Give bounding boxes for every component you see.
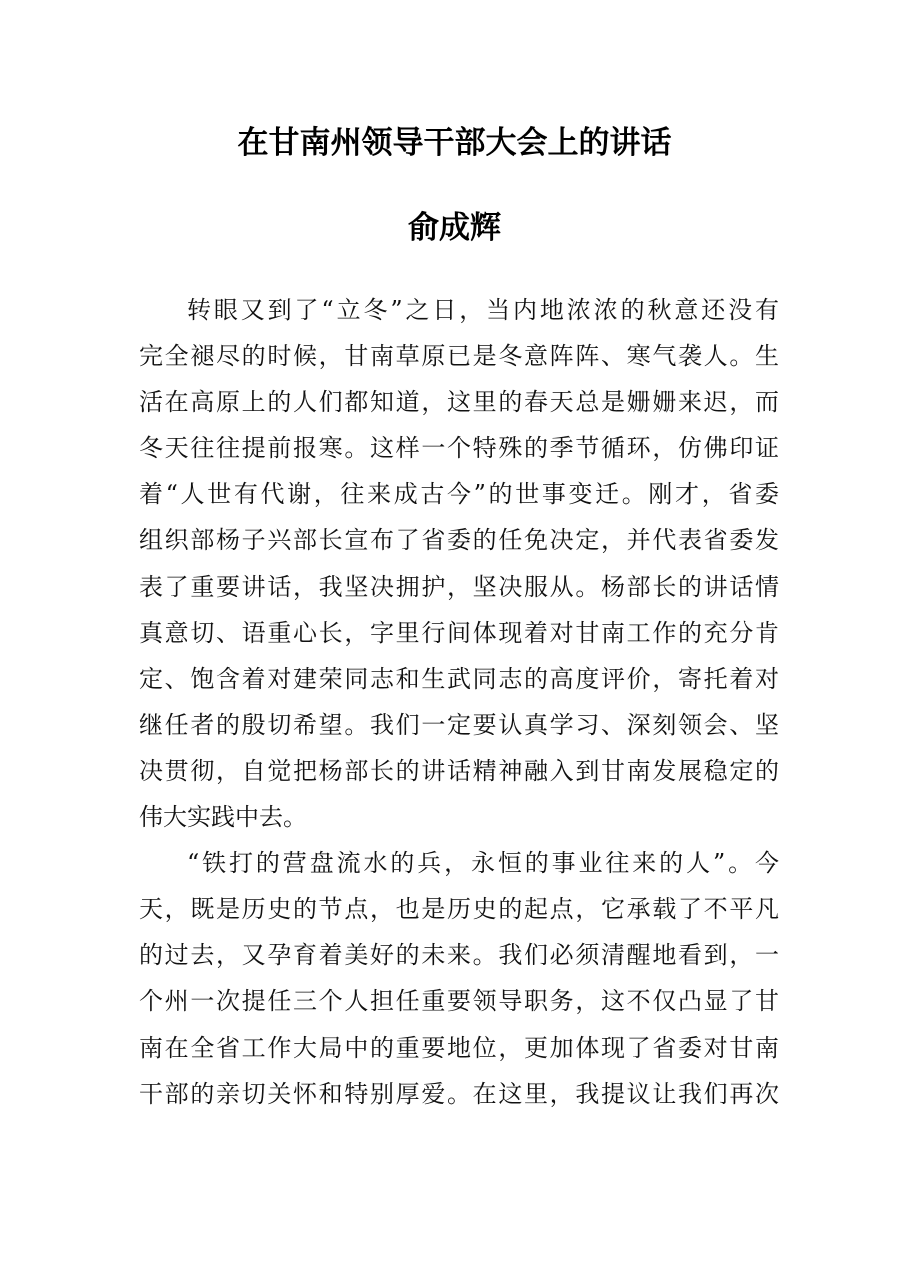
text-line: 组织部杨子兴部长宣布了省委的任免决定，并代表省委发 [139,526,779,555]
text-line: 个州一次提任三个人担任重要领导职务，这不仅凸显了甘 [139,987,779,1016]
text-line: 活在高原上的人们都知道，这里的春天总是姗姗来迟，而 [139,388,779,417]
page-title: 在甘南州领导干部大会上的讲话 [237,125,672,161]
text-line: 表了重要讲话，我坚决拥护，坚决服从。杨部长的讲话情 [139,572,779,601]
text-line: 着“人世有代谢，往来成古今”的世事变迁。刚才，省委 [139,480,779,509]
text-line: 干部的亲切关怀和特别厚爱。在这里，我提议让我们再次 [139,1079,779,1108]
text-line: 天，既是历史的节点，也是历史的起点，它承载了不平凡 [139,895,779,924]
text-line: 定、饱含着对建荣同志和生武同志的高度评价，寄托着对 [139,664,779,693]
text-line: 冬天往往提前报寒。这样一个特殊的季节循环，仿佛印证 [139,434,779,463]
author-name: 俞成辉 [408,210,501,246]
text-line: 继任者的殷切希望。我们一定要认真学习、深刻领会、坚 [139,710,779,739]
text-line: 真意切、语重心长，字里行间体现着对甘南工作的充分肯 [139,618,779,647]
text-line: 伟大实践中去。 [139,803,307,832]
text-line: 决贯彻，自觉把杨部长的讲话精神融入到甘南发展稳定的 [139,756,779,785]
speech-body [139,287,779,1117]
text-line: 南在全省工作大局中的重要地位，更加体现了省委对甘南 [139,1033,779,1062]
text-line: “铁打的营盘流水的兵，永恒的事业往来的人”。今 [187,849,779,878]
text-line: 的过去，又孕育着美好的未来。我们必须清醒地看到，一 [139,941,779,970]
text-line: 转眼又到了“立冬”之日，当内地浓浓的秋意还没有 [187,296,779,324]
text-line: 完全褪尽的时候，甘南草原已是冬意阵阵、寒气袭人。生 [139,342,779,371]
